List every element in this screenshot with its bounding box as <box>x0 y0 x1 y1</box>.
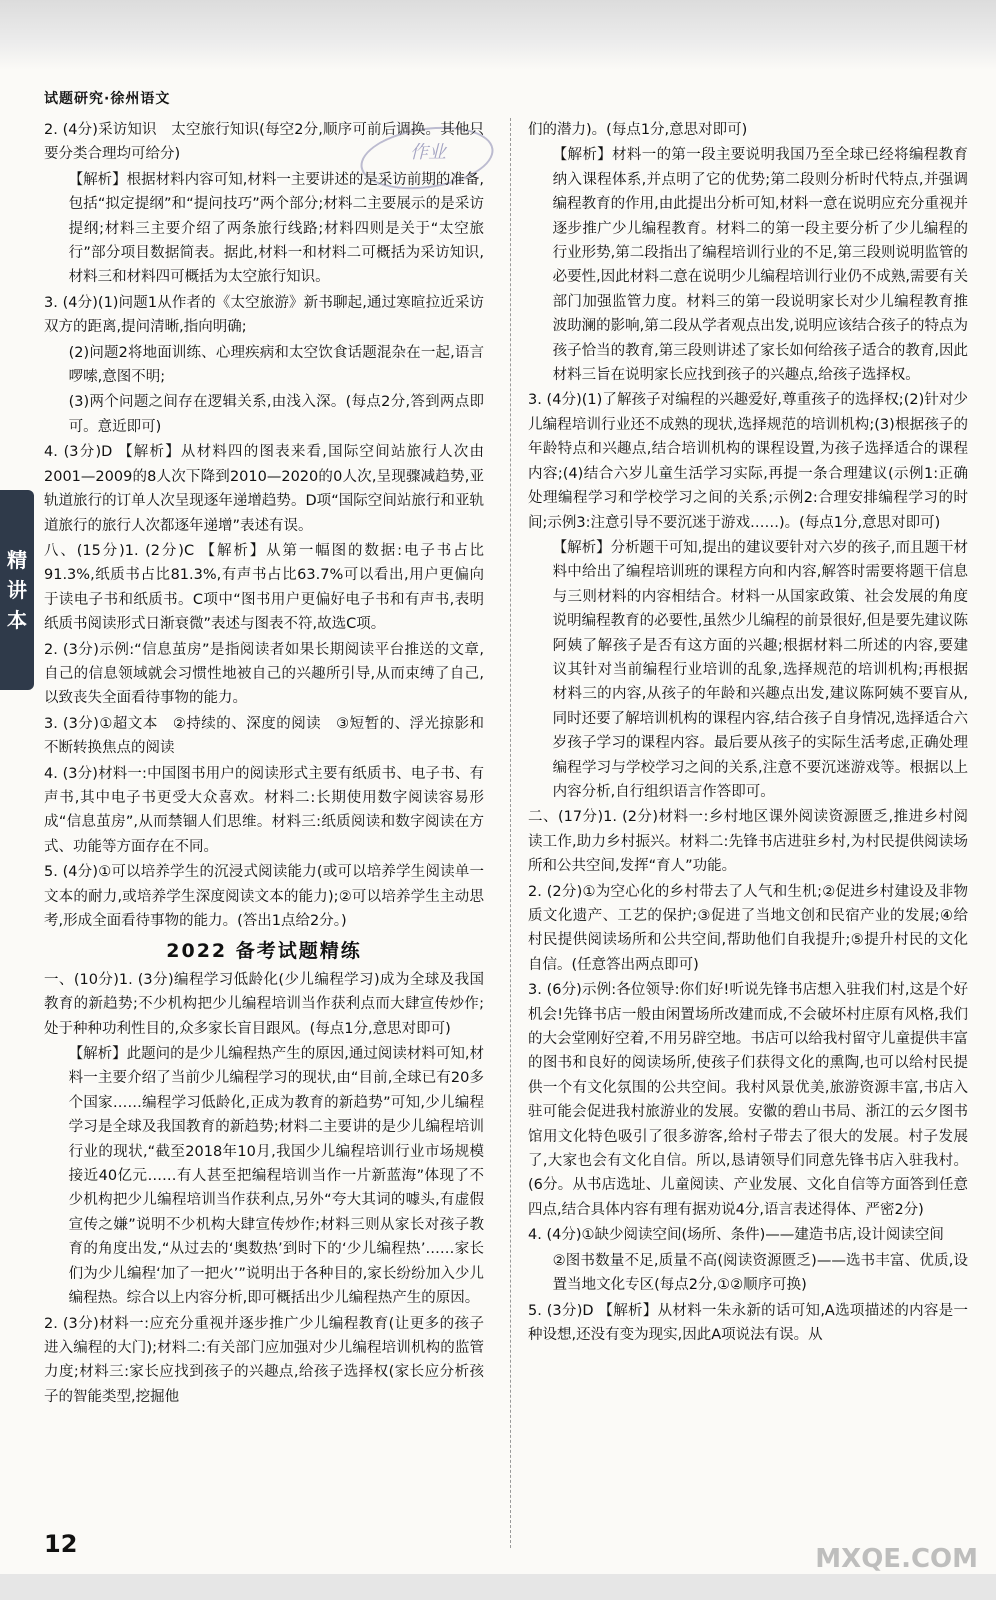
section-title: 2022 备考试题精练 <box>166 940 362 963</box>
analysis-paragraph: 【解析】材料一的第一段主要说明我国乃至全球已经将编程教育纳入课程体系,并点明了它的优势;第二段则分析时代特点,并强调编程教育的作用,由此提出分析可知,材料一意在说明应充分重视并逐步推广少儿编程教育。材料二的第一段主要分析了少儿编程的行业形势,第二段指出了编程培训行业的不足,第三段则说明监管的必要性,因此材料二意在说明少儿编程培训行业仍不成熟,需要有关部门加强监管力度。材料三的第一段说明家长对少儿编程教育推波助澜的影响,第二段从学者观点出发,说明应该结合孩子的特点为孩子恰当的教育,第三段则讲述了家长如何给孩子适合的教育,因此材料三旨在说明家长应找到孩子的兴趣点,给孩子选择权。 <box>552 147 968 384</box>
watermark: MXQE.COM <box>815 1544 978 1574</box>
answer-paragraph: 5. (3分)D 【解析】从材料一朱永新的话可知,A选项描述的内容是一种设想,还没有变为现实,因此A项说法有误。从 <box>528 1302 968 1343</box>
answer-paragraph: ②图书数量不足,质量不高(阅读资源匮乏)——选书丰富、优质,设置当地文化专区(每点2分,①②顺序可换) <box>552 1252 968 1294</box>
left-column <box>44 118 484 1410</box>
answer-paragraph: 4. (4分)①缺少阅读空间(场所、条件)——建造书店,设计阅读空间 <box>528 1227 944 1244</box>
stamp-text: 作业 <box>410 142 446 163</box>
answer-paragraph: 二、(17分)1. (2分)材料一:乡村地区课外阅读资源匮乏,推进乡村阅读工作,助力乡村振兴。材料二:先锋书店进驻乡村,为村民提供阅读场所和公共空间,发挥“育人”功能。 <box>528 809 968 875</box>
side-tab-char: 本 <box>7 608 27 632</box>
answer-paragraph: 3. (4分)(1)问题1从作者的《太空旅游》新书聊起,通过寒暄拉近采访双方的距离,提问清晰,指向明确; <box>44 294 484 336</box>
answer-paragraph: 2. (4分)采访知识 太空旅行知识(每空2分,顺序可前后调换。其他只要分类合理均可给分) <box>44 122 484 163</box>
page-header: 试题研究·徐州语文 <box>44 91 171 107</box>
side-tab <box>0 490 34 690</box>
page-number: 12 <box>44 1530 78 1558</box>
answer-paragraph: 3. (3分)①超文本 ②持续的、深度的阅读 ③短暂的、浮光掠影和不断转换焦点的阅读 <box>44 715 484 757</box>
answer-paragraph: 5. (4分)①可以培养学生的沉浸式阅读能力(或可以培养学生阅读单一文本的耐力,或培养学生深度阅读文本的能力);②可以培养学生主动思考,形成全面看待事物的能力。(答出1点给2分。) <box>44 864 484 929</box>
answer-paragraph: (3)两个问题之间存在逻辑关系,由浅入深。(每点2分,答到两点即可。意近即可) <box>68 394 484 435</box>
bottom-band <box>0 1574 996 1600</box>
answer-paragraph: 一、(10分)1. (3分)编程学习低龄化(少儿编程学习)成为全球及我国教育的新趋势;不少机构把少儿编程培训当作获利点而大肆宣传炒作;处于种种功利性目的,众多家长盲目跟风。(每点1分,意思对即可) <box>44 971 484 1037</box>
answer-paragraph: 3. (6分)示例:各位领导:你们好!听说先锋书店想入驻我们村,这是个好机会!先锋书店一般由闲置场所改建而成,不会破坏村庄原有风格,我们的大会堂刚好空着,不用另辟空地。书店可以给我村留守儿童提供丰富的图书和良好的阅读场所,使孩子们获得文化的熏陶,也可以给村民提供一个有文化氛围的公共空间。我村风景优美,旅游资源丰富,书店入驻可能会促进我村旅游业的发展。安徽的碧山书局、浙江的云夕图书馆用文化特色吸引了很多游客,给村子带去了很大的发展。村子发展了,大家也会有文化自信。所以,恳请领导们同意先锋书店入驻我村。(6分。从书店选址、儿童阅读、产业发展、文化自信等方面答到任意四点,结合具体内容有理有据劝说4分,语言表述得体、严密2分) <box>528 982 968 1218</box>
side-tab-char: 讲 <box>7 578 27 602</box>
answer-paragraph: 4. (3分)D 【解析】从材料四的图表来看,国际空间站旅行人次由2001—2009的8人次下降到2010—2020的0人次,呈现骤减趋势,亚轨道旅行的订单人次呈现逐年递增趋势。D项“国际空间站旅行和亚轨道旅行的旅行人次都逐年递增”表述有误。 <box>44 444 484 534</box>
analysis-paragraph: 【解析】根据材料内容可知,材料一主要讲述的是采访前期的准备,包括“拟定提纲”和“提问技巧”两个部分;材料二主要展示的是采访提纲;材料三主要介绍了两条旅行线路;材料四则是关于“太空旅行”部分项目数据简表。据此,材料一和材料二可概括为采访知识,材料三和材料四可概括为太空旅行知识。 <box>68 171 484 286</box>
answer-paragraph: 3. (4分)(1)了解孩子对编程的兴趣爱好,尊重孩子的选择权;(2)针对少儿编程培训行业还不成熟的现状,选择规范的培训机构;(3)根据孩子的年龄特点和兴趣点,结合培训机构的课程设置,为孩子选择适合的课程内容;(4)结合六岁儿童生活学习实际,再提一条合理建议(示例1:正确处理编程学习和学校学习之间的关系;示例2:合理安排编程学习的时间;示例3:注意引导不要沉迷于游戏……)。(每点1分,意思对即可) <box>528 392 968 531</box>
answer-paragraph: 2. (2分)①为空心化的乡村带去了人气和生机;②促进乡村建设及非物质文化遗产、工艺的保护;③促进了当地文创和民宿产业的发展;④给村民提供阅读场所和公共空间,帮助他们自我提升;⑤提升村民的文化自信。(任意答出两点即可) <box>528 883 968 973</box>
answer-paragraph: 2. (3分)示例:“信息茧房”是指阅读者如果长期阅读平台推送的文章,自己的信息领域就会习惯性地被自己的兴趣所引导,从而束缚了自己,以致丧失全面看待事物的能力。 <box>44 641 484 707</box>
answer-paragraph: (2)问题2将地面训练、心理疾病和太空饮食话题混杂在一起,语言啰嗦,意图不明; <box>68 344 484 386</box>
answer-paragraph: 4. (3分)材料一:中国图书用户的阅读形式主要有纸质书、电子书、有声书,其中电子书更受大众喜欢。材料二:长期使用数字阅读容易形成“信息茧房”,从而禁锢人们思维。材料三:纸质阅读和数字阅读在方式、功能等方面存在不同。 <box>44 765 484 855</box>
side-tab-char: 精 <box>7 548 27 572</box>
column-divider <box>510 118 511 1548</box>
analysis-paragraph: 【解析】分析题干可知,提出的建议要针对六岁的孩子,而且题干材料中给出了编程培训班的课程方向和内容,解答时需要将题干信息与三则材料的内容相结合。材料一从国家政策、社会发展的角度说明编程教育的必要性,虽然少儿编程的前景很好,但是要先建议陈阿姨了解孩子是否有这方面的兴趣;根据材料二所述的内容,要建议其针对当前编程行业培训的乱象,选择规范的培训机构;再根据材料三的内容,从孩子的年龄和兴趣点出发,建议陈阿姨不要盲从,同时还要了解培训机构的课程内容,结合孩子自身情况,选择适合六岁孩子学习的课程内容。最后要从孩子的实际生活考虑,正确处理编程学习与学校学习之间的关系,注意不要沉迷游戏等。根据以上内容分析,自行组织语言作答即可。 <box>552 539 968 800</box>
top-band <box>0 0 996 70</box>
answer-paragraph: 们的潜力)。(每点1分,意思对即可) <box>528 122 748 138</box>
answer-paragraph: 八、(15分)1. (2分)C 【解析】从第一幅图的数据:电子书占比91.3%,纸质书占比81.3%,有声书占比63.7%可以看出,用户更偏向于读电子书和纸质书。C项中“图书用户更偏好电子书和有声书,表明纸质书阅读形式日渐衰微”表述与图表不符,故选C项。 <box>44 542 484 633</box>
analysis-paragraph: 【解析】此题问的是少儿编程热产生的原因,通过阅读材料可知,材料一主要介绍了当前少儿编程学习的现状,由“目前,全球已有20多个国家……编程学习低龄化,正成为教育的新趋势”可知,少儿编程学习是全球及我国教育的新趋势;材料二主要讲的是少儿编程培训行业的现状,“截至2018年10月,我国少儿编程培训行业市场规模接近40亿元……有人甚至把编程培训当作一片新蓝海”体现了不少机构把少儿编程培训当作获利点,另外“夸大其词的噱头,有虚假宣传之嫌”说明不少机构大肆宣传炒作;材料三则从家长对孩子教育的角度出发,“从过去的‘奥数热’到时下的‘少儿编程热’……家长们为少儿编程‘加了一把火’”说明出于各种目的,家长纷纷加入少儿编程热。综合以上内容分析,即可概括出少儿编程热产生的原因。 <box>68 1046 484 1307</box>
answer-paragraph: 2. (3分)材料一:应充分重视并逐步推广少儿编程教育(让更多的孩子进入编程的大门);材料二:有关部门应加强对少儿编程培训机构的监管力度;材料三:家长应找到孩子的兴趣点,给孩子选择权(家长应分析孩子的智能类型,挖掘他 <box>44 1315 484 1405</box>
right-column <box>528 118 968 1348</box>
